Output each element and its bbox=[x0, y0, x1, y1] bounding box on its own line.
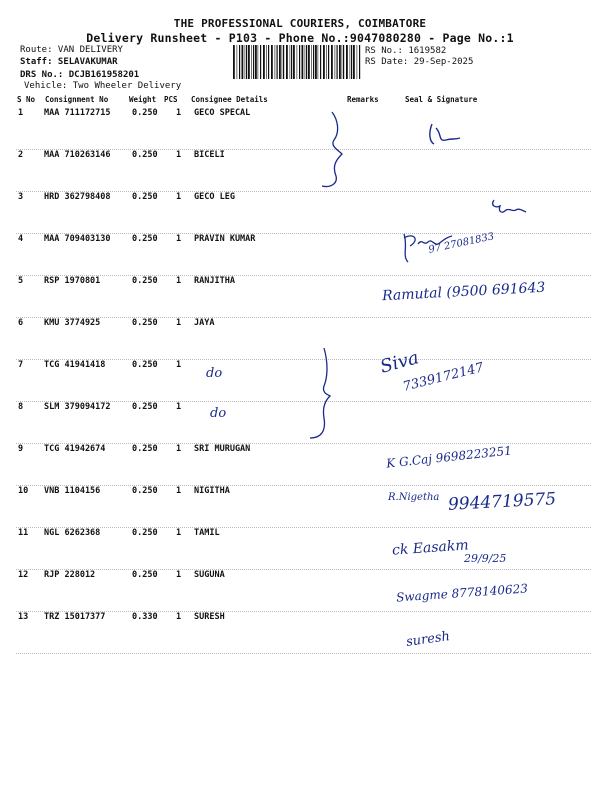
row-pcs: 1 bbox=[176, 234, 182, 244]
signature-row-3 bbox=[488, 196, 528, 220]
signature-row-1 bbox=[424, 120, 464, 150]
col-weight: Weight bbox=[129, 95, 157, 104]
table-row bbox=[16, 108, 591, 150]
row-consignment: TCG 41942674 bbox=[44, 444, 106, 454]
row-weight: 0.250 bbox=[132, 108, 158, 118]
row-consignee: NIGITHA bbox=[194, 486, 230, 496]
row-sno: 12 bbox=[18, 570, 29, 580]
row-weight: 0.250 bbox=[132, 402, 158, 412]
row-sno: 7 bbox=[18, 360, 24, 370]
row-pcs: 1 bbox=[176, 318, 182, 328]
signature-row-9: K G.Caj 9698223251 bbox=[385, 443, 513, 471]
row-consignee: SUGUNA bbox=[194, 570, 225, 580]
row-weight: 0.250 bbox=[132, 570, 158, 580]
company-title: THE PROFESSIONAL COURIERS, COIMBATORE bbox=[173, 17, 427, 30]
row-consignee: SURESH bbox=[194, 612, 225, 622]
table-row bbox=[16, 612, 591, 654]
row-sno: 13 bbox=[18, 612, 29, 622]
row-consignment: SLM 379094172 bbox=[44, 402, 111, 412]
row-divider bbox=[16, 653, 591, 654]
row-weight: 0.250 bbox=[132, 528, 158, 538]
table-row bbox=[16, 402, 591, 444]
row-pcs: 1 bbox=[176, 570, 182, 580]
signature-row-10-name: R.Nigetha bbox=[388, 492, 440, 503]
col-pcs: PCS bbox=[164, 95, 178, 104]
row-pcs: 1 bbox=[176, 108, 182, 118]
row-weight: 0.250 bbox=[132, 234, 158, 244]
row-consignee: SRI MURUGAN bbox=[194, 444, 251, 454]
table-row bbox=[16, 150, 591, 192]
handwritten-brace bbox=[306, 346, 336, 442]
row-sno: 4 bbox=[18, 234, 24, 244]
row-pcs: 1 bbox=[176, 192, 182, 202]
row-consignee: TAMIL bbox=[194, 528, 220, 538]
row-consignment: VNB 1104156 bbox=[44, 486, 101, 496]
route-label: Route: VAN DELIVERY bbox=[20, 45, 123, 55]
row-consignment: MAA 710263146 bbox=[44, 150, 111, 160]
row-sno: 10 bbox=[18, 486, 29, 496]
col-consignee: Consignee Details bbox=[191, 95, 268, 104]
row-consignment: HRD 362798408 bbox=[44, 192, 111, 202]
ditto-mark: do bbox=[210, 406, 227, 421]
row-consignee: JAYA bbox=[194, 318, 215, 328]
rs-number: RS No.: 1619582 bbox=[365, 46, 447, 56]
row-sno: 11 bbox=[18, 528, 29, 538]
signature-row-10-phone: 9944719575 bbox=[447, 489, 557, 515]
table-row bbox=[16, 234, 591, 276]
vehicle-label: Vehicle: Two Wheeler Delivery bbox=[24, 81, 182, 91]
signature-row-4-phone: 97 27081833 bbox=[427, 231, 496, 256]
row-consignee: PRAVIN KUMAR bbox=[194, 234, 256, 244]
row-consignee: GECO LEG bbox=[194, 192, 235, 202]
signature-row-5: Ramutal (9500 691643 bbox=[381, 279, 546, 305]
row-sno: 1 bbox=[18, 108, 24, 118]
row-weight: 0.250 bbox=[132, 360, 158, 370]
row-pcs: 1 bbox=[176, 612, 182, 622]
row-consignment: TCG 41941418 bbox=[44, 360, 106, 370]
drs-number: DRS No.: DCJB161958201 bbox=[20, 70, 140, 80]
row-consignment: RSP 1970801 bbox=[44, 276, 101, 286]
signature-row-12: Swagme 8778140623 bbox=[395, 581, 529, 605]
signature-row-11: ck Easakm bbox=[391, 537, 470, 559]
col-remarks: Remarks bbox=[347, 95, 379, 104]
row-pcs: 1 bbox=[176, 528, 182, 538]
row-weight: 0.250 bbox=[132, 444, 158, 454]
ditto-mark: do bbox=[206, 366, 223, 381]
staff-label: Staff: SELAVAKUMAR bbox=[20, 57, 118, 67]
table-row bbox=[16, 318, 591, 360]
row-sno: 6 bbox=[18, 318, 24, 328]
row-sno: 9 bbox=[18, 444, 24, 454]
row-consignment: RJP 228012 bbox=[44, 570, 96, 580]
row-consignment: MAA 711172715 bbox=[44, 108, 111, 118]
row-pcs: 1 bbox=[176, 276, 182, 286]
row-pcs: 1 bbox=[176, 486, 182, 496]
row-consignee: RANJITHA bbox=[194, 276, 235, 286]
handwritten-brace bbox=[318, 110, 348, 190]
rs-info bbox=[365, 46, 473, 68]
row-sno: 2 bbox=[18, 150, 24, 160]
row-consignment: TRZ 15017377 bbox=[44, 612, 106, 622]
row-consignment: KMU 3774925 bbox=[44, 318, 101, 328]
row-weight: 0.250 bbox=[132, 276, 158, 286]
row-pcs: 1 bbox=[176, 402, 182, 412]
rs-date: RS Date: 29-Sep-2025 bbox=[365, 57, 474, 67]
runsheet-subtitle: Delivery Runsheet - P103 - Phone No.:9047080280 - Page No.:1 bbox=[86, 31, 514, 45]
table-row bbox=[16, 360, 591, 402]
row-consignee: GECO SPECAL bbox=[194, 108, 251, 118]
row-weight: 0.330 bbox=[132, 612, 158, 622]
row-sno: 3 bbox=[18, 192, 24, 202]
row-pcs: 1 bbox=[176, 444, 182, 454]
row-pcs: 1 bbox=[176, 360, 182, 370]
row-sno: 8 bbox=[18, 402, 24, 412]
row-sno: 5 bbox=[18, 276, 24, 286]
signature-row-6-7-phone: 7339172147 bbox=[401, 360, 486, 395]
row-consignment: NGL 6262368 bbox=[44, 528, 101, 538]
row-consignment: MAA 709403130 bbox=[44, 234, 111, 244]
row-weight: 0.250 bbox=[132, 318, 158, 328]
col-sno: S No bbox=[17, 95, 36, 104]
signature-row-11-date: 29/9/25 bbox=[464, 552, 507, 565]
signature-row-6-7: Siva bbox=[377, 347, 422, 378]
signature-row-13: suresh bbox=[405, 629, 451, 650]
barcode bbox=[233, 45, 361, 79]
row-consignee: BICELI bbox=[194, 150, 225, 160]
col-consignment: Consignment No bbox=[45, 95, 109, 104]
row-weight: 0.250 bbox=[132, 150, 158, 160]
row-pcs: 1 bbox=[176, 150, 182, 160]
col-seal-signature: Seal & Signature bbox=[405, 95, 478, 104]
row-weight: 0.250 bbox=[132, 486, 158, 496]
row-weight: 0.250 bbox=[132, 192, 158, 202]
